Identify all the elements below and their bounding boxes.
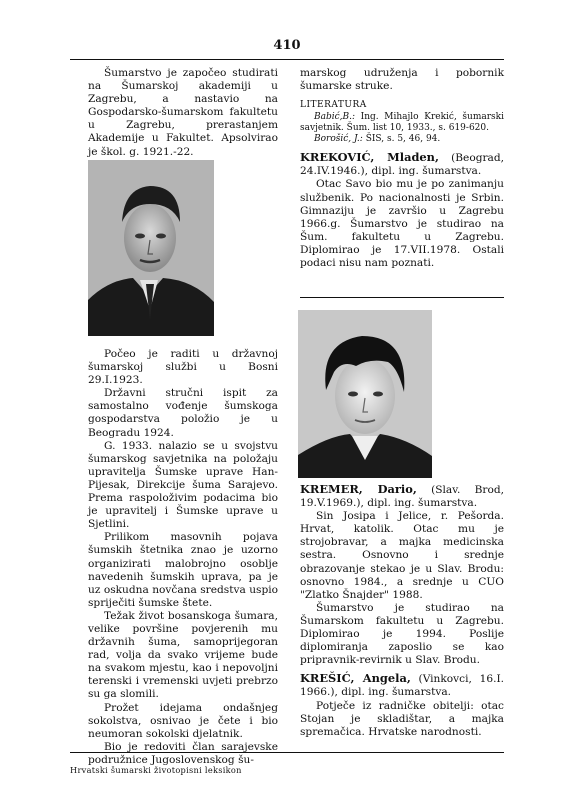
left-paragraph: Državni stručni ispit za samostalno vođenje šumskoga gospodarstva položio je u Beogradu 1924. (88, 387, 278, 439)
intro-paragraph: Šumarstvo je započeo studirati na Šumarskoj akademiji u Zagrebu, a nastavio na Gospodarsko-šumarskom fakultetu u Zagrebu, prerastanjem Akademije u Fakultet. Apsolvirao je škol. g. 1921.-22. (88, 67, 278, 158)
entry-heading-krekovic: KREKOVIĆ, Mladen, (Beograd, 24.IV.1946.), dipl. ing. šumarstva. (300, 150, 505, 178)
left-paragraph: Prilikom masovnih pojava šumskih štetnika znao je uzorno organizirati malobrojno osoblje navedenih šumskih uprava, pa je uz oskudna novčana sredstva uspio spriječiti šumske štete. (88, 531, 278, 609)
literature-heading: LITERATURA (300, 100, 367, 111)
entry-heading-kresic: KREŠIĆ, Angela, (Vinkovci, 16.I. 1966.), dipl. ing. šumarstva. (300, 671, 504, 699)
footer-text: Hrvatski šumarski životopisni leksikon (70, 765, 242, 775)
left-paragraph: Težak život bosanskoga šumara, velike površine povjerenih mu državnih šuma, samoprijegoran rad, volja da svako vrijeme bude na svakom mjestu, kao i nepovoljni terenski i vremenski uvjeti prebrzo su ga slomili. (88, 609, 278, 701)
literature-item: Borošić, J.: ŠIS, s. 5, 46, 94. (314, 134, 441, 145)
entry-paragraph: Potječe iz radničke obitelji: otac Stojan je skladištar, a majka spremačica. Hrvatske narodnosti. (300, 699, 504, 738)
portrait-photo-krekic (88, 160, 214, 336)
left-intro (88, 67, 278, 159)
entry-name: KREMER, Dario, (300, 482, 417, 496)
entry-paragraph: Šumarstvo je studirao na Šumarskom fakultetu u Zagrebu. Diplomirao je 1994. Poslije diplomiranja zaposlio se kao pripravnik-revirnik u Slav. Brodu. (300, 601, 504, 667)
entry-rule (300, 297, 504, 298)
entry-paragraph: Sin Josipa i Jelice, r. Pešorda. Hrvat, katolik. Otac mu je strojobravar, a majka medicinska sestra. Osnovno i srednje obrazovanje stekao je u Slav. Brodu: osnovno 1984., a srednje u CUO "Zlatko Šnajder" 1988. (300, 510, 504, 601)
left-paragraph: Bio je redoviti član sarajevske podružnice Jugoslovenskog šu- (88, 740, 278, 766)
right-column (300, 67, 504, 270)
entry-name: KREŠIĆ, Angela, (300, 671, 411, 686)
left-paragraph: Prožet idejama ondašnjeg sokolstva, osnivao je čete i bio neumoran sokolski djelatnik. (88, 701, 278, 740)
entry-paragraph: Otac Savo bio mu je po zanimanju službenik. Po nacionalnosti je Srbin. Gimnaziju je završio u Zagrebu 1966.g. Šumarstvo je studirao na Šum. fakultetu u Zagrebu. Diplomirao je 17.VII.1978. Ostali podaci nisu nam poznati. (300, 178, 504, 270)
footer-rule (70, 752, 504, 753)
entry-name: KREKOVIĆ, Mladen, (300, 150, 439, 165)
header-rule (70, 59, 504, 60)
entry-heading-kremer: KREMER, Dario, (Slav. Brod, 19.V.1969.), dipl. ing. šumarstva. (300, 482, 504, 510)
page-number: 410 (273, 38, 301, 53)
left-paragraph: G. 1933. nalazio se u svojstvu šumarskog savjetnika na položaju upravitelja Šumske uprave Han-Pijesak, Direkcije šuma Sarajevo. Prema raspoloživim podacima bio je upravitelj i Šumske uprave u Sjetlini. (88, 439, 278, 531)
left-body (88, 348, 278, 767)
literature-item: Babić,B.: Ing. Mihajlo Krekić, šumarski savjetnik. Šum. list 10, 1933., s. 619-620. (300, 112, 504, 134)
continuation-text: marskog udruženja i pobornik šumarske struke. (300, 67, 504, 93)
portrait-photo-kremer (298, 310, 432, 478)
left-paragraph: Počeo je raditi u državnoj šumarskoj službi u Bosni 29.I.1923. (88, 348, 278, 387)
right-lower (300, 483, 504, 739)
